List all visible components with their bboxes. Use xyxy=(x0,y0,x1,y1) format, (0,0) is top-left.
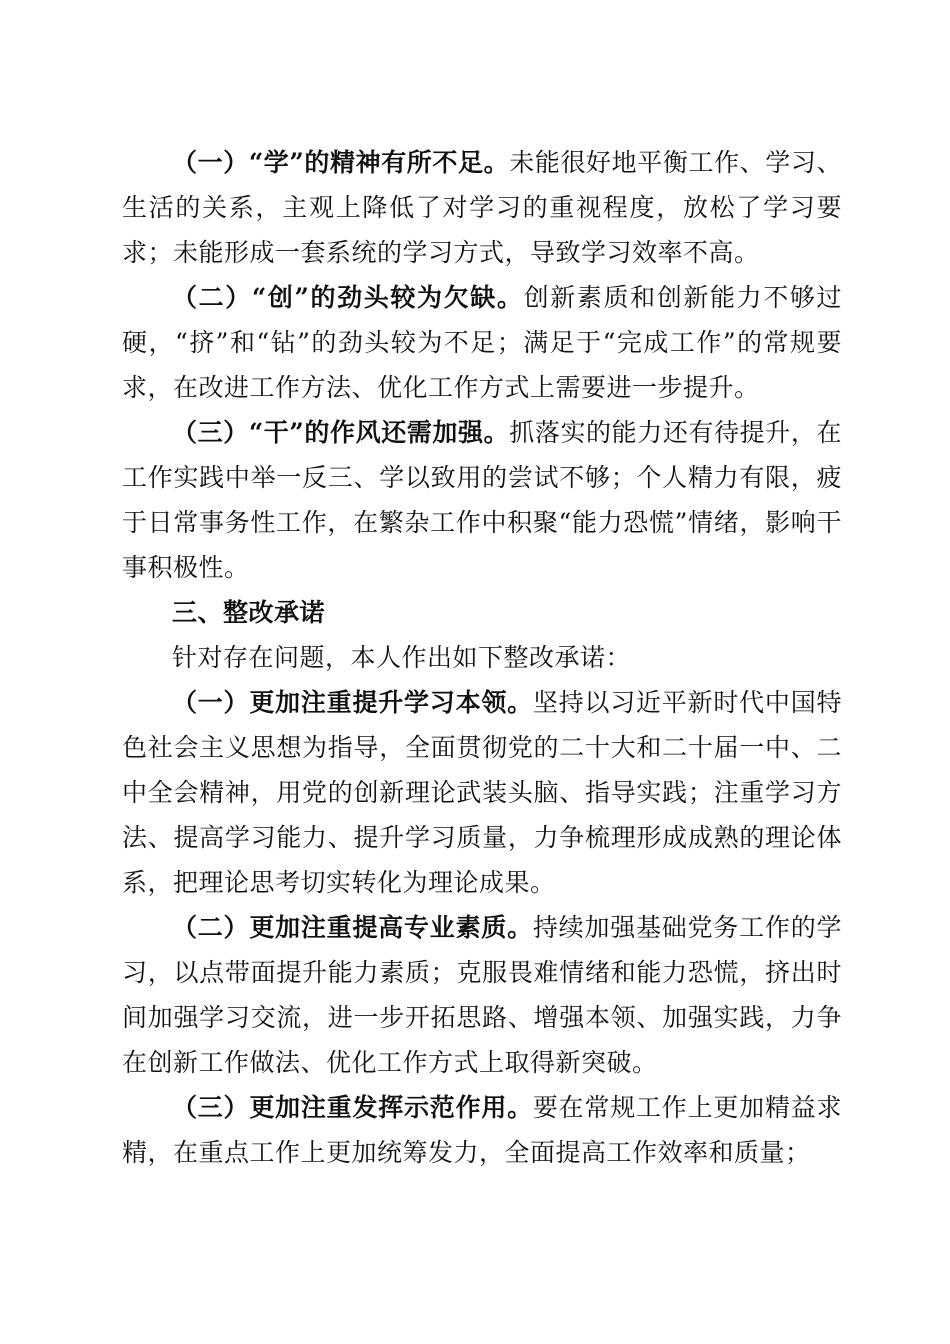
problem-item-1-body: 未能很好地平衡工作、学习、生活的关系，主观上降低了对学习的重视程度，放松了学习要求；未能形成一套系统的学习方式，导致学习效率不高。 xyxy=(122,148,842,267)
problem-item-1 xyxy=(122,140,842,275)
problem-item-3-body: 抓落实的能力还有待提升，在工作实践中举一反三、学以致用的尝试不够；个人精力有限，疲于日常事务性工作，在繁杂工作中积聚“能力恐慌”情绪，影响干事积极性。 xyxy=(122,418,842,582)
commitment-item-1-lead: （一）更加注重提升学习本领。 xyxy=(172,688,533,717)
commitment-item-1-body: 坚持以习近平新时代中国特色社会主义思想为指导，全面贯彻党的二十大和二十届一中、二中全会精神，用党的创新理论武装头脑、指导实践；注重学习方法、提高学习能力、提升学习质量，力争梳理形成成熟的理论体系，把理论思考切实转化为理论成果。 xyxy=(122,688,842,897)
problem-item-1-lead: （一）“学”的精神有所不足。 xyxy=(172,148,510,177)
commitment-item-3-lead: （三）更加注重发挥示范作用。 xyxy=(172,1093,533,1122)
commitment-item-3-body: 要在常规工作上更加精益求精，在重点工作上更加统筹发力，全面提高工作效率和质量； xyxy=(122,1093,842,1167)
problem-item-2 xyxy=(122,275,842,410)
problem-item-3-lead: （三）“干”的作风还需加强。 xyxy=(172,418,510,447)
section-intro: 针对存在问题，本人作出如下整改承诺： xyxy=(172,643,632,672)
document-body xyxy=(122,140,842,1175)
commitment-item-2-lead: （二）更加注重提高专业素质。 xyxy=(172,913,533,942)
problem-item-3 xyxy=(122,410,842,590)
problem-item-2-body: 创新素质和创新能力不够过硬，“挤”和“钻”的劲头较为不足；满足于“完成工作”的常规要求，在改进工作方法、优化工作方式上需要进一步提升。 xyxy=(122,283,842,402)
problem-item-2-lead: （二）“创”的劲头较为欠缺。 xyxy=(172,283,524,312)
commitment-item-2 xyxy=(122,905,842,1085)
commitment-item-1 xyxy=(122,680,842,905)
section-heading-rectification: 三、整改承诺 xyxy=(172,598,326,627)
commitment-item-3 xyxy=(122,1085,842,1175)
commitment-item-2-body: 持续加强基础党务工作的学习，以点带面提升能力素质；克服畏难情绪和能力恐慌，挤出时间加强学习交流，进一步开拓思路、增强本领、加强实践，力争在创新工作做法、优化工作方式上取得新突破。 xyxy=(122,913,842,1077)
